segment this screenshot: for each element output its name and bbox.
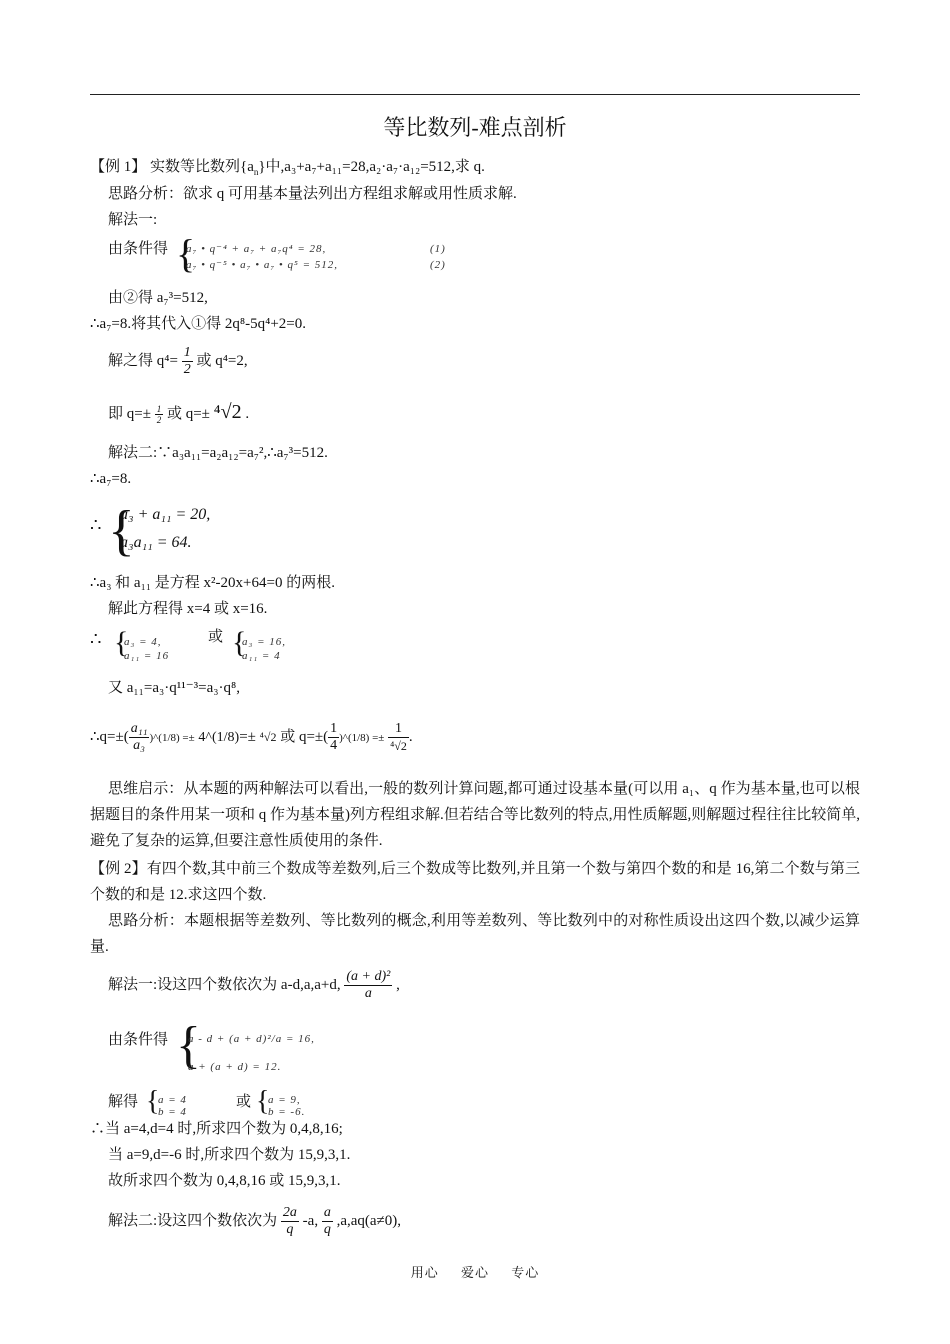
fraction-one-over-root: $\frac{1}{\text{⁴√2}}$ xyxy=(390,721,407,754)
page-title: 等比数列-难点剖析 xyxy=(383,115,567,140)
method2-line: 解法二:∵a₃a₁₁=a₂a₁₂=a₇²,∴a₇³=512. xyxy=(108,445,328,461)
example2-condition-label: 由条件得 xyxy=(108,1032,169,1048)
example2-idea: 思路分析：本题根据等差数列、等比数列的概念,利用等差数列、等比数列中的对称性质设出这四个数,以减少运算量. xyxy=(90,913,860,955)
example2-system-brace: { xyxy=(176,1017,201,1074)
solution1-brace: { xyxy=(146,1086,160,1117)
result-line-2: 当 a=9,d=-6 时,所求四个数为 15,9,3,1. xyxy=(108,1147,351,1163)
fraction-quarter: $\frac{1}{4}$ xyxy=(330,721,338,754)
quadratic-roots: ∴a₃ 和 a₁₁ 是方程 x²-20x+64=0 的两根. xyxy=(90,575,335,591)
step-a7-equals-8: ∴a₇=8.将其代入①得 2q⁸-5q⁴+2=0. xyxy=(90,316,307,332)
case2-brace: { xyxy=(232,626,247,659)
condition-label: 由条件得 xyxy=(108,241,169,257)
equation-1-number: (1) xyxy=(430,243,446,255)
solve-line: 解此方程得 x=4 或 x=16. xyxy=(108,601,268,617)
root-of-half: $\frac{1}{2}$ xyxy=(156,404,162,426)
case1-a3: a₃ = 4, xyxy=(124,636,162,648)
equation-1: a₇ • q⁻⁴ + a₇ + a₇q⁴ = 28, xyxy=(186,243,327,255)
equation-2: a₇ • q⁻⁵ • a₇ • a₇ • q⁵ = 512, xyxy=(186,259,339,271)
cases-or: 或 xyxy=(208,629,224,645)
system2-eq2: a₃a₁₁ = 64. xyxy=(120,534,192,551)
step-q: 即 q=± $\frac{1}{2}$ 或 q=± ⁴√2 . xyxy=(108,401,250,426)
page-footer: 用心 爱心 专心 xyxy=(410,1265,540,1280)
fraction-a-over-q: $\frac{a}{q}$ xyxy=(323,1205,331,1238)
fraction-2a-over-q: $\frac{2a}{q}$ xyxy=(282,1205,297,1238)
solutions-or: 或 xyxy=(236,1094,252,1110)
example2-cond1: a - d + (a + d)²/a = 16, xyxy=(188,1033,315,1045)
example2-method2: 解法二:设这四个数依次为 $\frac{2a}{q}$ -a, $\frac{a}{q}$ ,a,aq(a≠0), xyxy=(108,1205,402,1238)
example1-idea: 思路分析：欲求 q 可用基本量法列出方程组求解或用性质求解. xyxy=(108,186,517,202)
result-line-3: 故所求四个数为 0,4,8,16 或 15,9,3,1. xyxy=(108,1173,341,1189)
example1-heading: 【例 1】 实数等比数列$\{a_n\}$中,a₃+a₇+a₁₁=28,a₂·a₇·a₁₂=512,求 q. xyxy=(90,159,485,177)
solution1-b: b = 4 xyxy=(158,1106,187,1118)
system2-eq1: a₃ + a₁₁ = 20, xyxy=(120,506,211,523)
solution2-a: a = 9, xyxy=(268,1094,301,1106)
equation-2-number: (2) xyxy=(430,259,446,271)
method2-a7: ∴a₇=8. xyxy=(90,471,132,487)
fraction-aplusd-sq-over-a: $\frac{\text{(a + d)²}}{a}$ xyxy=(346,969,391,1002)
step-a7-cube: 由②得 a₇³=512, xyxy=(108,290,208,306)
example2-solution-label: 解得 xyxy=(108,1094,139,1110)
example2-method1: 解法一:设这四个数依次为 a-d,a,a+d, $\frac{\text{(a + d)²}}{a}$ , xyxy=(108,969,400,1002)
relation-a11-a3: 又 a₁₁=a₃·q¹¹⁻³=a₃·q⁸, xyxy=(108,680,240,696)
cases-therefore: ∴ xyxy=(90,629,102,649)
case2-a11: a₁₁ = 4 xyxy=(242,650,281,662)
case1-brace: { xyxy=(114,626,129,659)
header-rule xyxy=(90,94,860,95)
method1-label: 解法一: xyxy=(108,212,158,228)
therefore-sign: ∴ xyxy=(90,515,102,535)
fraction-half: $\frac{1}{2}$ xyxy=(183,345,191,378)
case1-a11: a₁₁ = 16 xyxy=(124,650,170,662)
system2-brace: { xyxy=(108,500,135,562)
solution1-a: a = 4 xyxy=(158,1094,187,1106)
example2-heading: 【例 2】有四个数,其中前三个数成等差数列,后三个数成等比数列,并且第一个数与第四个数的和是 16,第二个数与第三个数的和是 12.求这四个数. xyxy=(90,861,860,903)
insight-paragraph: 思维启示：从本题的两种解法可以看出,一般的数列计算问题,都可通过设基本量(可以用 a₁、q 作为基本量,也可以根据题目的条件用某一项和 q 作为基本量)列方程组求解.但若结合等比数列的特点,用性质解题,则解题过程往往比较简单,避免了复杂的运算,但要注意性质使用的条件. xyxy=(90,781,861,849)
result-line-1: ∴当 a=4,d=4 时,所求四个数为 0,4,8,16; xyxy=(90,1121,343,1137)
step-q4: 解之得 q⁴= $\frac{1}{2}$ 或 q⁴=2, xyxy=(108,345,248,378)
solution2-b: b = -6. xyxy=(268,1106,306,1118)
final-q-line: ∴q=±( $\frac{\text{a₁₁}}{\text{a₃}}$ )^(1/8) =± 4^(1/8)=± ⁴√2 或 q=±( $\frac{1}{4}$ )^(1/8) =± $\frac{1}{\text{⁴√2}}$ . xyxy=(90,721,413,754)
example2-cond2: a + (a + d) = 12. xyxy=(188,1061,282,1073)
solution2-brace: { xyxy=(256,1086,270,1117)
case2-a3: a₃ = 16, xyxy=(242,636,286,648)
fraction-a11-a3: $\frac{\text{a₁₁}}{\text{a₃}}$ xyxy=(130,721,148,754)
system-brace: { xyxy=(176,231,196,276)
